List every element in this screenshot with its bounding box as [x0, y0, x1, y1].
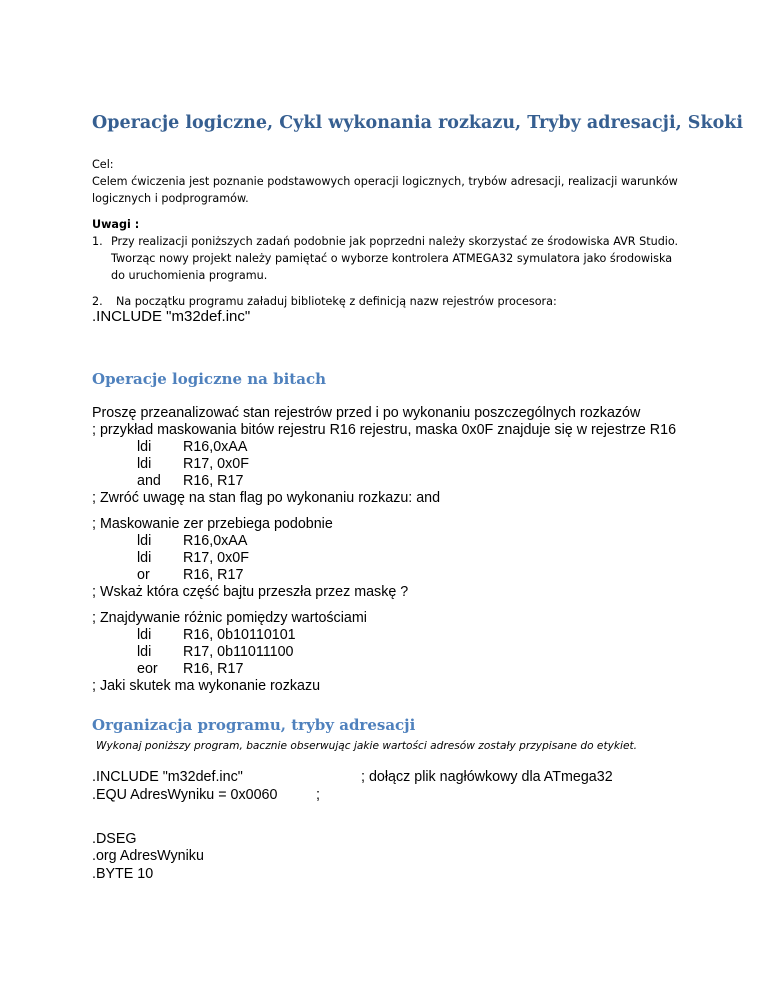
program-line-org: .org AdresWyniku: [92, 848, 204, 864]
example-2-after: ; Wskaż która część bajtu przeszła przez maskę ?: [92, 584, 409, 600]
code-op: eor: [137, 661, 158, 677]
code-op: ldi: [137, 644, 152, 660]
include-directive: .INCLUDE "m32def.inc": [92, 308, 251, 325]
example-1-after: ; Zwróć uwagę na stan flag po wykonaniu rozkazu: and: [92, 490, 441, 506]
example-3-comment: ; Znajdywanie różnic pomiędzy wartościami: [92, 610, 367, 626]
code-op: ldi: [137, 627, 152, 643]
code-args: R16, R17: [183, 661, 244, 677]
code-args: R16, 0b10110101: [183, 627, 296, 643]
cel-label: Cel:: [92, 158, 114, 171]
code-args: R17, 0x0F: [183, 456, 249, 472]
example-1-comment: ; przykład maskowania bitów rejestru R16 rejestru, maska 0x0F znajduje się w rejestrze R16: [92, 422, 677, 438]
uwagi-item-1-line-3: do uruchomienia programu.: [111, 269, 268, 282]
program-line-include-comment: ; dołącz plik nagłówkowy dla ATmega32: [361, 769, 613, 785]
uwagi-item-1-line-1: Przy realizacji poniższych zadań podobnie jak poprzedni należy skorzystać ze środowiska AVR Studio.: [111, 235, 679, 248]
page-title: Operacje logiczne, Cykl wykonania rozkazu, Tryby adresacji, Skoki: [92, 113, 744, 133]
cel-text-line-1: Celem ćwiczenia jest poznanie podstawowych operacji logicznych, trybów adresacji, realizacji warunków: [92, 175, 678, 188]
uwagi-item-1-number: 1.: [92, 235, 103, 248]
program-line-equ: .EQU AdresWyniku = 0x0060: [92, 787, 278, 803]
program-line-equ-comment: ;: [316, 787, 320, 803]
example-3-after: ; Jaki skutek ma wykonanie rozkazu: [92, 678, 321, 694]
code-op: ldi: [137, 439, 152, 455]
code-args: R17, 0x0F: [183, 550, 249, 566]
uwagi-item-2-number: 2.: [92, 295, 103, 308]
code-op: ldi: [137, 533, 152, 549]
uwagi-item-1-line-2: Tworząc nowy projekt należy pamiętać o wyborze kontrolera ATMEGA32 symulatora jako środowiska: [111, 252, 673, 265]
code-args: R16,0xAA: [183, 533, 248, 549]
code-op: ldi: [137, 456, 152, 472]
cel-text-line-2: logicznych i podprogramów.: [92, 192, 249, 205]
code-args: R16,0xAA: [183, 439, 248, 455]
program-line-byte: .BYTE 10: [92, 866, 154, 882]
code-args: R17, 0b11011100: [183, 644, 294, 660]
code-args: R16, R17: [183, 473, 244, 489]
uwagi-label: Uwagi :: [92, 218, 140, 231]
code-args: R16, R17: [183, 567, 244, 583]
section-logic-intro: Proszę przeanalizować stan rejestrów przed i po wykonaniu poszczególnych rozkazów: [92, 405, 641, 421]
example-2-comment: ; Maskowanie zer przebiega podobnie: [92, 516, 333, 532]
section-heading-addressing: Organizacja programu, tryby adresacji: [92, 716, 416, 734]
code-op: ldi: [137, 550, 152, 566]
section-heading-logic: Operacje logiczne na bitach: [92, 370, 326, 388]
code-op: or: [137, 567, 150, 583]
code-op: and: [137, 473, 161, 489]
uwagi-item-2-text: Na początku programu załaduj bibliotekę z definicją nazw rejestrów procesora:: [116, 295, 557, 308]
section-addressing-subtitle: Wykonaj poniższy program, bacznie obserwując jakie wartości adresów zostały przypisane do etykiet.: [96, 740, 637, 752]
program-line-include: .INCLUDE "m32def.inc": [92, 769, 243, 785]
program-line-dseg: .DSEG: [92, 831, 137, 847]
